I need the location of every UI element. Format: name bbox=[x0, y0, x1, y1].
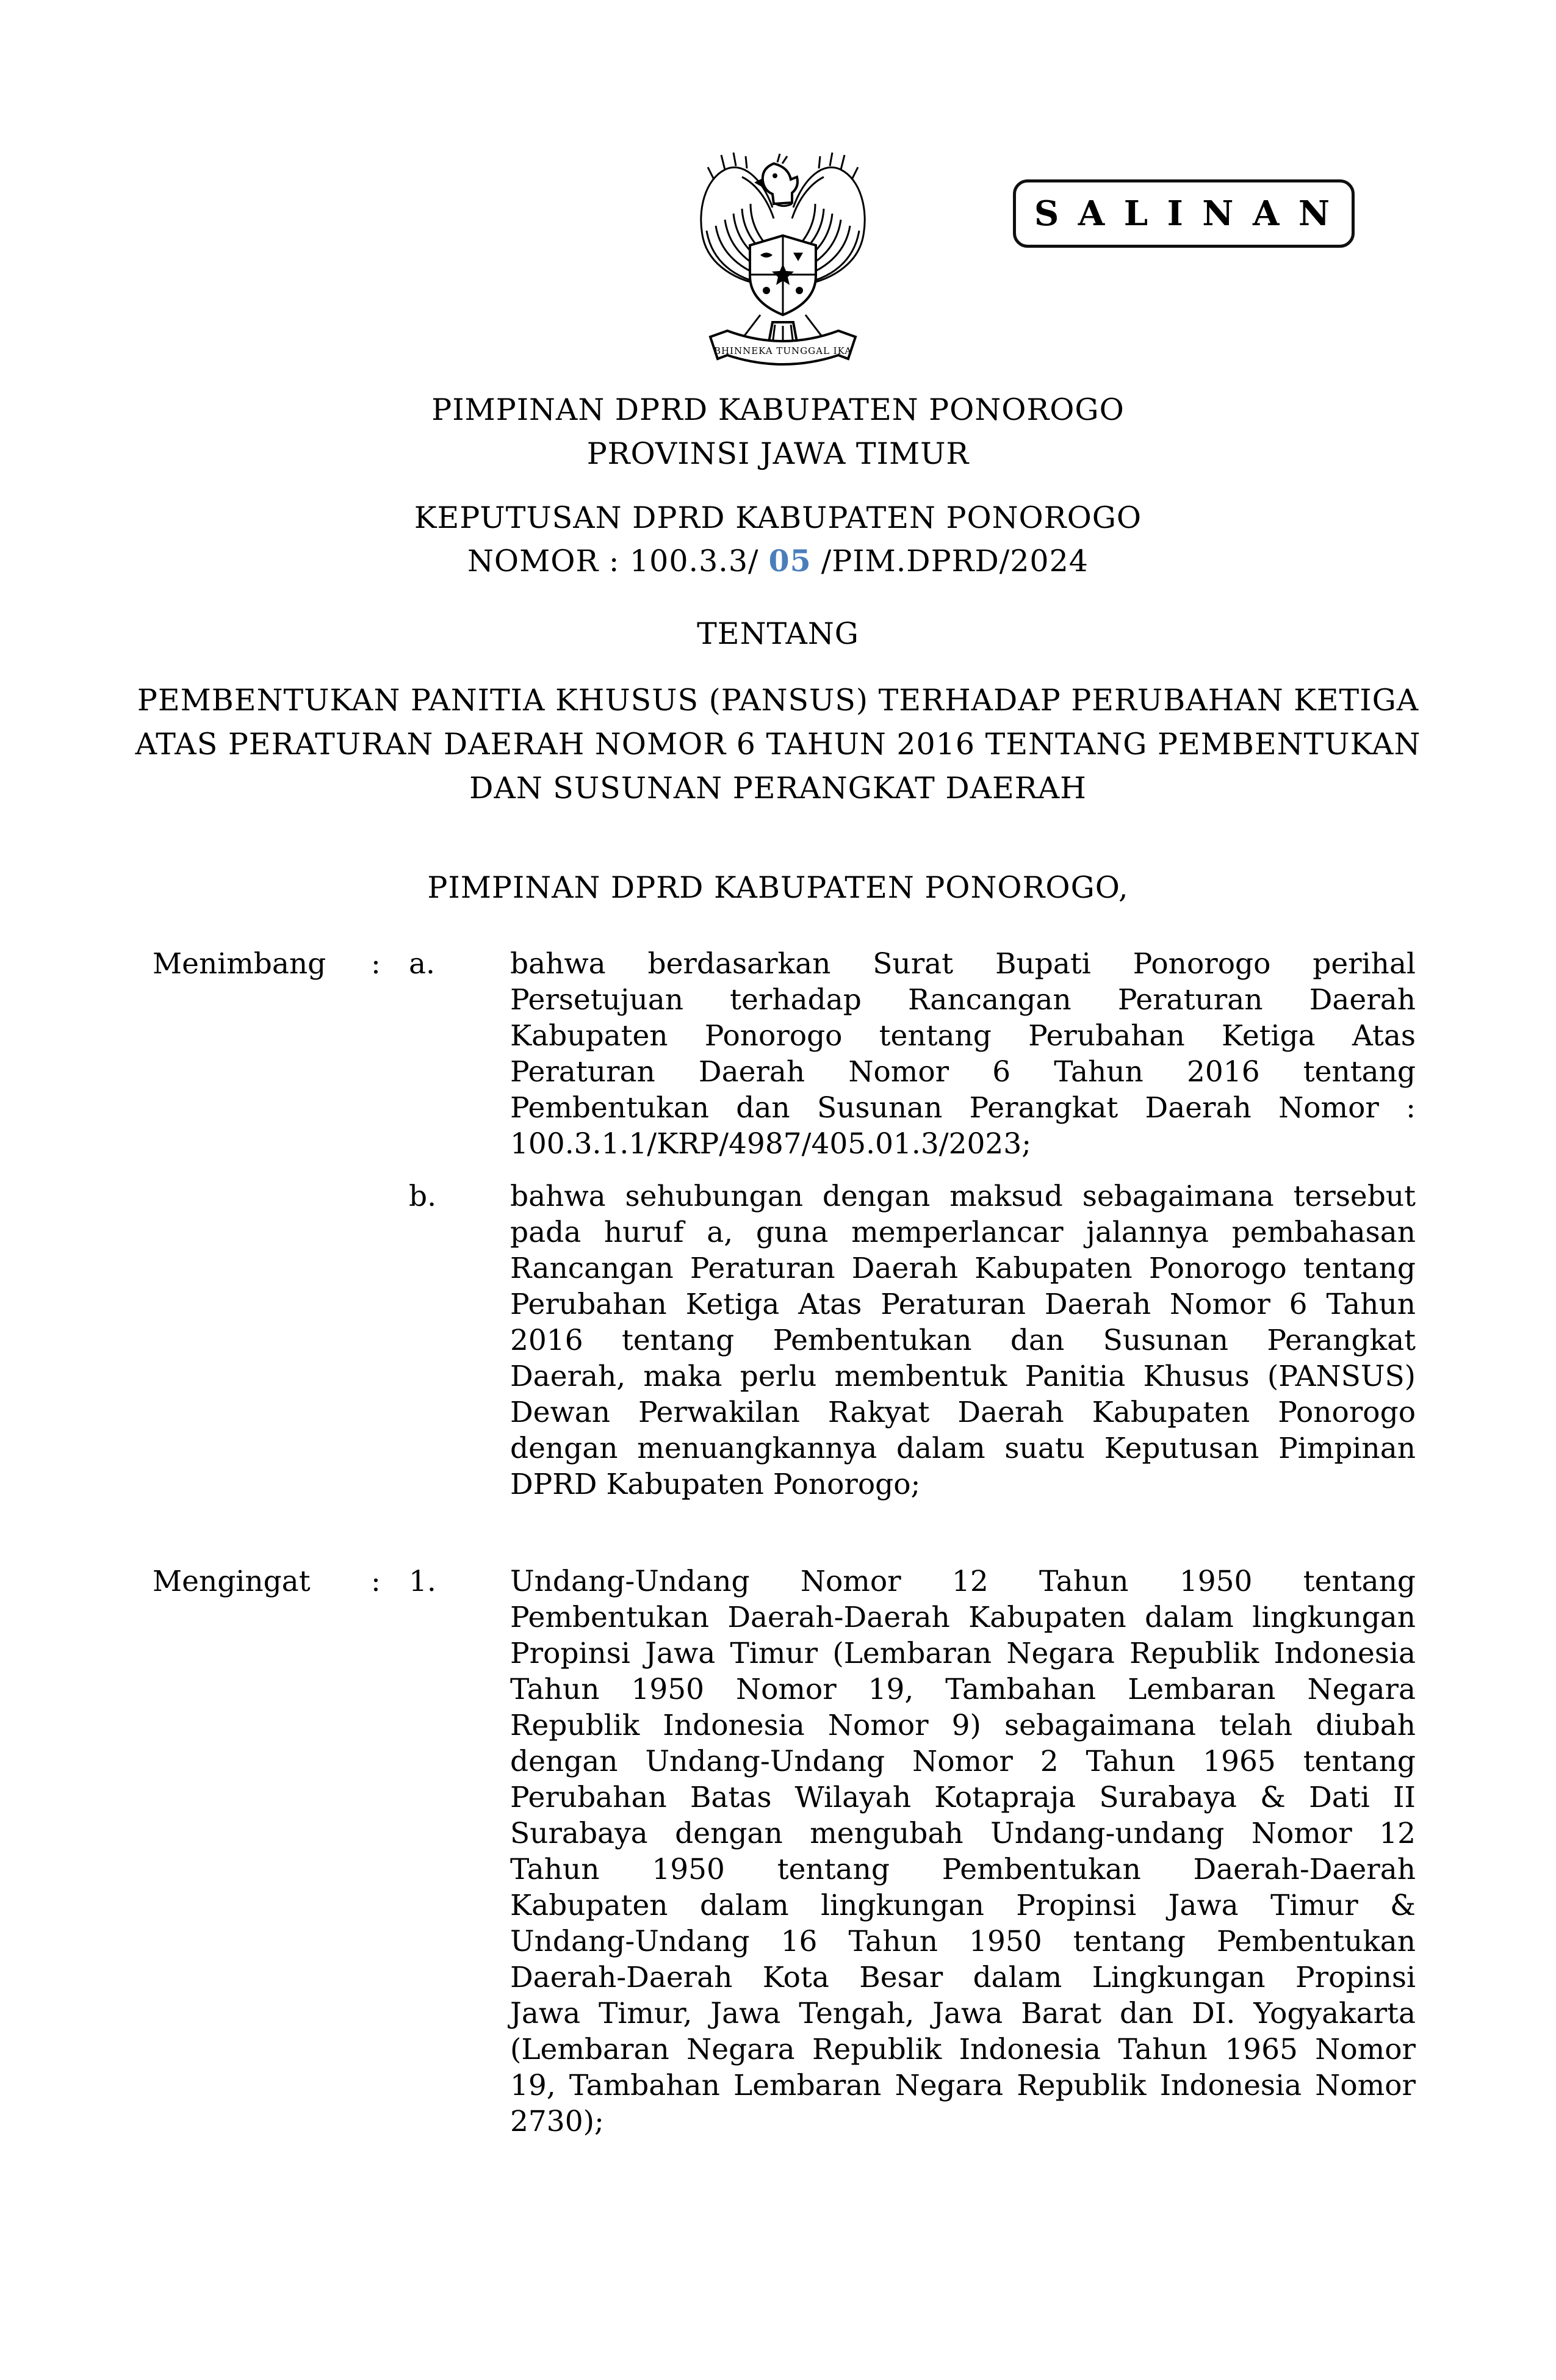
salinan-stamp bbox=[1013, 179, 1355, 248]
garuda-svg bbox=[682, 144, 884, 373]
salutation-line: PIMPINAN DPRD KABUPATEN PONOROGO, bbox=[427, 870, 1129, 905]
mengingat-colon: : bbox=[371, 1565, 381, 1598]
menimbang-colon: : bbox=[371, 947, 381, 981]
text-line: DPRD Kabupaten Ponorogo; bbox=[510, 1468, 921, 1501]
decision-number-prefix: NOMOR : 100.3.3/ bbox=[467, 544, 759, 579]
garuda-pancasila-emblem bbox=[682, 144, 884, 373]
mengingat-label: Mengingat bbox=[153, 1565, 311, 1598]
text-line: Surabaya dengan mengubah Undang-undang Nomor 12 bbox=[510, 1817, 1416, 1850]
text-line: (Lembaran Negara Republik Indonesia Tahun 1965 Nomor bbox=[510, 2033, 1416, 2066]
menimbang-item-b-text bbox=[510, 1178, 1416, 1502]
menimbang-item-a-marker: a. bbox=[409, 947, 435, 981]
text-line: Undang-Undang 16 Tahun 1950 tentang Pembentukan bbox=[510, 1925, 1416, 1958]
text-line: Dewan Perwakilan Rakyat Daerah Kabupaten Ponorogo bbox=[510, 1396, 1416, 1429]
org-title-line2: PROVINSI JAWA TIMUR bbox=[586, 436, 970, 471]
mengingat-item-1-text bbox=[510, 1563, 1416, 2140]
decision-number-value: 05 bbox=[768, 543, 812, 579]
subject-title bbox=[0, 679, 1556, 810]
text-line: pada huruf a, guna memperlancar jalannya pembahasan bbox=[510, 1216, 1416, 1249]
text-line: 2016 tentang Pembentukan dan Susunan Perangkat bbox=[510, 1324, 1416, 1357]
text-line: PEMBENTUKAN PANITIA KHUSUS (PANSUS) TERHADAP PERUBAHAN KETIGA bbox=[137, 683, 1419, 718]
text-line: Tahun 1950 Nomor 19, Tambahan Lembaran Negara bbox=[510, 1673, 1416, 1706]
text-line: Republik Indonesia Nomor 9) sebagaimana telah diubah bbox=[510, 1709, 1416, 1742]
text-line: Daerah-Daerah Kota Besar dalam Lingkungan Propinsi bbox=[510, 1961, 1416, 1994]
text-line: 100.3.1.1/KRP/4987/405.01.3/2023; bbox=[510, 1127, 1032, 1161]
mengingat-item-1-marker: 1. bbox=[409, 1565, 436, 1598]
text-line: 2730); bbox=[510, 2105, 604, 2138]
text-line: Perubahan Batas Wilayah Kotapraja Surabaya & Dati II bbox=[510, 1781, 1416, 1814]
decision-number-line bbox=[0, 543, 1556, 579]
text-line: Tahun 1950 tentang Pembentukan Daerah-Daerah bbox=[510, 1853, 1416, 1886]
text-line: Perubahan Ketiga Atas Peraturan Daerah Nomor 6 Tahun bbox=[510, 1288, 1416, 1321]
salinan-stamp-label: S A L I N A N bbox=[1034, 193, 1334, 234]
text-line: Propinsi Jawa Timur (Lembaran Negara Republik Indonesia bbox=[510, 1637, 1416, 1670]
decision-number-suffix: /PIM.DPRD/2024 bbox=[821, 544, 1089, 579]
decision-title: KEPUTUSAN DPRD KABUPATEN PONOROGO bbox=[414, 500, 1142, 535]
text-line: bahwa berdasarkan Surat Bupati Ponorogo perihal bbox=[510, 947, 1416, 981]
text-line: ATAS PERATURAN DAERAH NOMOR 6 TAHUN 2016 TENTANG PEMBENTUKAN bbox=[135, 727, 1421, 762]
text-line: Peraturan Daerah Nomor 6 Tahun 2016 tentang bbox=[510, 1055, 1416, 1089]
text-line: Persetujuan terhadap Rancangan Peraturan Daerah bbox=[510, 983, 1416, 1017]
tentang-heading: TENTANG bbox=[697, 616, 859, 651]
menimbang-item-a-text bbox=[510, 946, 1416, 1162]
text-line: dengan Undang-Undang Nomor 2 Tahun 1965 tentang bbox=[510, 1745, 1416, 1778]
text-line: dengan menuangkannya dalam suatu Keputusan Pimpinan bbox=[510, 1432, 1416, 1465]
text-line: DAN SUSUNAN PERANGKAT DAERAH bbox=[469, 771, 1087, 806]
text-line: Kabupaten dalam lingkungan Propinsi Jawa Timur & bbox=[510, 1889, 1416, 1922]
text-line: bahwa sehubungan dengan maksud sebagaimana tersebut bbox=[510, 1180, 1416, 1213]
text-line: Jawa Timur, Jawa Tengah, Jawa Barat dan DI. Yogyakarta bbox=[510, 1997, 1416, 2030]
emblem-motto: BHINNEKA TUNGGAL IKA bbox=[713, 345, 852, 356]
text-line: Rancangan Peraturan Daerah Kabupaten Ponorogo tentang bbox=[510, 1252, 1416, 1285]
text-line: Undang-Undang Nomor 12 Tahun 1950 tentang bbox=[510, 1565, 1416, 1598]
menimbang-item-b-marker: b. bbox=[409, 1180, 437, 1213]
text-line: 19, Tambahan Lembaran Negara Republik Indonesia Nomor bbox=[510, 2069, 1416, 2102]
text-line: Pembentukan dan Susunan Perangkat Daerah Nomor : bbox=[510, 1091, 1416, 1125]
text-line: Kabupaten Ponorogo tentang Perubahan Ketiga Atas bbox=[510, 1019, 1416, 1053]
org-title-line1: PIMPINAN DPRD KABUPATEN PONOROGO bbox=[431, 392, 1125, 427]
menimbang-label: Menimbang bbox=[153, 947, 326, 981]
text-line: Daerah, maka perlu membentuk Panitia Khusus (PANSUS) bbox=[510, 1360, 1416, 1393]
text-line: Pembentukan Daerah-Daerah Kabupaten dalam lingkungan bbox=[510, 1601, 1416, 1634]
